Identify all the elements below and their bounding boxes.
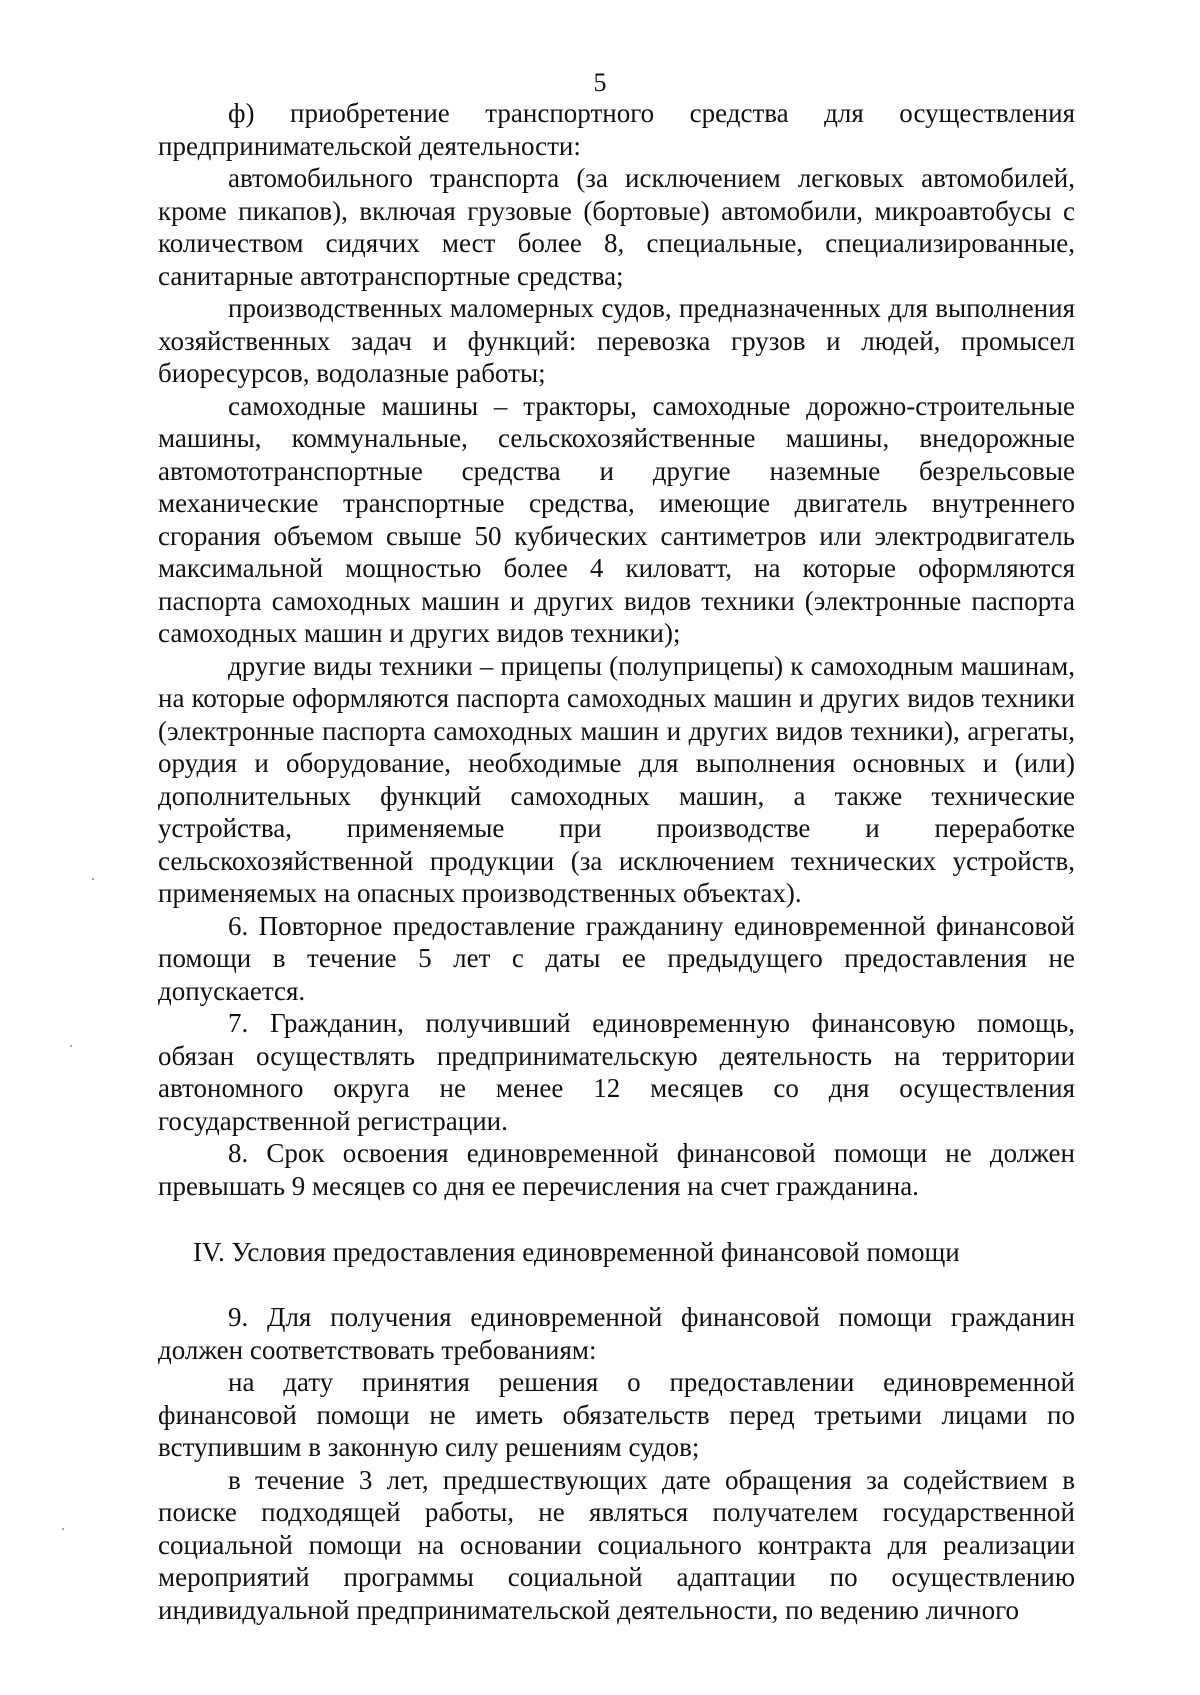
paragraph-f-intro: ф) приобретение транспортного средства для осуществления предпринимательской деятельности: xyxy=(158,98,1075,161)
paragraph-social-assistance: в течение 3 лет, предшествующих дате обращения за содействием в поиске подходящей работы, не являться получателем государственной социальной помощи на основании социального контракта для реализации мероприятий программы социальной адаптации по осуществлению индивидуальной предпринимательской деятельности, по ведению личного xyxy=(158,1464,1075,1625)
scan-speck xyxy=(62,1528,64,1530)
scan-speck xyxy=(70,1045,72,1047)
paragraph-item-8: 8. Срок освоения единовременной финансовой помощи не должен превышать 9 месяцев со дня ее перечисления на счет гражданина. xyxy=(158,1138,1075,1201)
paragraph-item-7: 7. Гражданин, получивший единовременную финансовую помощь, обязан осуществлять предпринимательскую деятельность на территории автономного округа не менее 12 месяцев со дня осуществления государственной регистрации. xyxy=(158,1008,1075,1136)
paragraph-motor-transport: автомобильного транспорта (за исключением легковых автомобилей, кроме пикапов), включая грузовые (бортовые) автомобили, микроавтобусы с количеством сидячих мест более 8, специальные, специализированные, санитарные автотранспортные средства; xyxy=(158,163,1075,291)
document-body xyxy=(158,97,1075,1626)
paragraph-other-equipment: другие виды техники – прицепы (полуприцепы) к самоходным машинам, на которые оформляются паспорта самоходных машин и других видов техники (электронные паспорта самоходных машин и других видов техники), агрегаты, орудия и оборудование, необходимые для выполнения основных и (или) дополнительных функций самоходных машин, а также технические устройства, применяемые при производстве и переработке сельскохозяйственной продукции (за исключением технических устройств, применяемых на опасных производственных объектах). xyxy=(158,650,1075,908)
paragraph-small-vessels: производственных маломерных судов, предназначенных для выполнения хозяйственных задач и функций: перевозка грузов и людей, промысел биоресурсов, водолазные работы; xyxy=(158,293,1075,388)
section-heading: IV. Условия предоставления единовременной финансовой помощи xyxy=(193,1237,960,1267)
paragraph-self-propelled-machines: самоходные машины – тракторы, самоходные дорожно-строительные машины, коммунальные, сельскохозяйственные машины, внедорожные автомототранспортные средства и другие наземные безрельсовые механические транспортные средства, имеющие двигатель внутреннего сгорания объемом свыше 50 кубических сантиметров или электродвигатель максимальной мощностью более 4 киловатт, на которые оформляются паспорта самоходных машин и других видов техники (электронные паспорта самоходных машин и других видов техники); xyxy=(158,390,1075,648)
paragraph-no-obligations: на дату принятия решения о предоставлении единовременной финансовой помощи не иметь обязательств перед третьими лицами по вступившим в законную силу решениям судов; xyxy=(158,1367,1075,1462)
paragraph-item-9: 9. Для получения единовременной финансовой помощи гражданин должен соответствовать требованиям: xyxy=(158,1302,1075,1365)
paragraph-item-6: 6. Повторное предоставление гражданину единовременной финансовой помощи в течение 5 лет с даты ее предыдущего предоставления не допускается. xyxy=(158,910,1075,1006)
page-number: 5 xyxy=(593,68,607,97)
scan-speck xyxy=(92,878,94,880)
